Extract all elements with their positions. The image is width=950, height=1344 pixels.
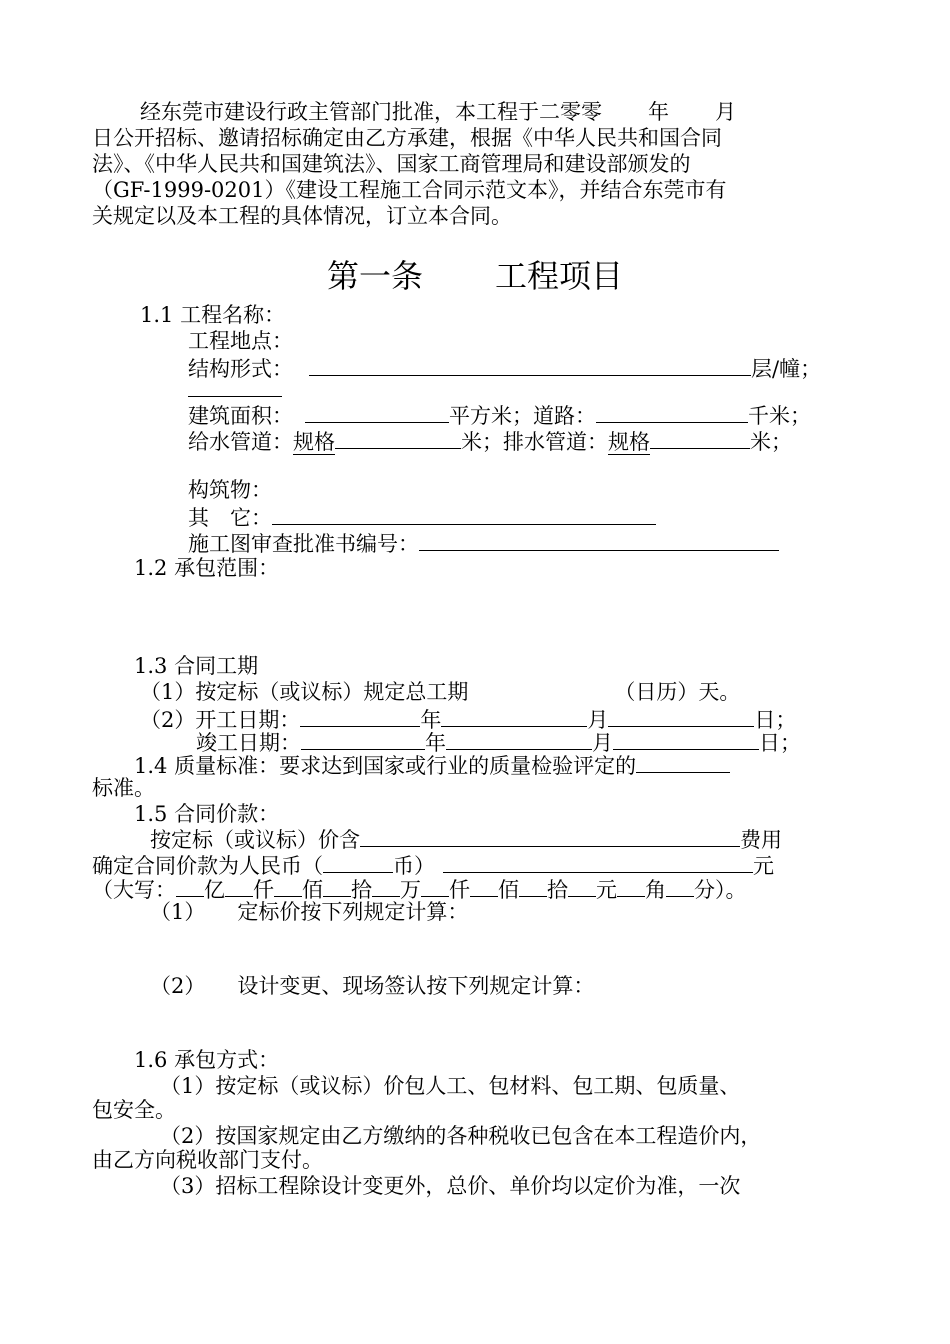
end-day-label: 日；	[759, 731, 801, 755]
capital-blank[interactable]	[568, 876, 596, 897]
end-day-blank[interactable]	[613, 729, 759, 750]
section-1-3-label: 1.3 合同工期	[134, 654, 259, 678]
site-label: 工程地点：	[188, 329, 293, 353]
start-day-blank[interactable]	[608, 706, 754, 727]
end-month-blank[interactable]	[446, 729, 592, 750]
water-unit: 米；排水管道：	[461, 430, 608, 454]
amount-blank[interactable]	[443, 852, 753, 873]
structure-extra-blank[interactable]	[188, 396, 282, 397]
capital-blank[interactable]	[421, 876, 449, 897]
capital-blank[interactable]	[666, 876, 694, 897]
price-row-1	[150, 826, 782, 852]
period-text: （1）按定标（或议标）规定总工期	[140, 680, 469, 704]
section-1-5-label: 1.5 合同价款：	[134, 802, 280, 826]
start-year-label: 年	[420, 708, 442, 732]
quality-row	[134, 752, 730, 778]
structure-row	[188, 355, 821, 381]
capital-close: ）。	[715, 878, 747, 902]
intro-line-4: （GF-1999-0201）《建设工程施工合同示范文本》，并结合东莞市有	[92, 178, 727, 202]
capital-blank[interactable]	[519, 876, 547, 897]
capital-blank[interactable]	[274, 876, 302, 897]
currency-blank[interactable]	[323, 852, 393, 873]
capital-unit: 拾	[547, 878, 568, 902]
approval-label: 施工图审查批准书编号：	[188, 532, 419, 556]
drain-unit: 米；	[750, 430, 792, 454]
approval-blank[interactable]	[419, 530, 779, 551]
currency-label: 币）	[393, 854, 435, 878]
end-label: 竣工日期：	[196, 731, 301, 755]
article-number: 第一条	[326, 257, 423, 295]
price-item-2	[150, 974, 594, 998]
quality-text: 1.4 质量标准：要求达到国家或行业的质量检验评定的	[134, 754, 637, 778]
capital-unit: 仟	[449, 878, 470, 902]
price-item-2-num: （2）	[150, 974, 206, 998]
intro-text: 经东莞市建设行政主管部门批准，本工程于二零零	[140, 100, 602, 124]
start-month-label: 月	[587, 708, 609, 732]
intro-line-3: 法》、《中华人民共和国建筑法》、国家工商管理局和建设部颁发的	[92, 152, 691, 176]
contract-item-3: （3）招标工程除设计变更外，总价、单价均以定价为准，一次	[160, 1174, 741, 1198]
price-include-tail: 费用	[740, 828, 782, 852]
end-month-label: 月	[592, 731, 613, 755]
structure-unit: 层/幢；	[751, 357, 822, 381]
structure-blank[interactable]	[309, 355, 751, 376]
intro-line-1	[140, 100, 736, 124]
period-tail: （日历）天。	[614, 680, 741, 704]
other-label: 其 它：	[188, 506, 272, 530]
price-item-1	[150, 900, 468, 924]
road-unit: 千米；	[748, 404, 811, 428]
price-row-3	[92, 876, 747, 902]
start-day-label: 日；	[754, 708, 797, 732]
capital-unit: 元	[596, 878, 617, 902]
water-row	[188, 428, 792, 454]
start-label: （2）开工日期：	[140, 708, 301, 732]
capital-unit: 亿	[204, 878, 225, 902]
contract-item-1: （1）按定标（或议标）价包人工、包材料、包工期、包质量、	[160, 1074, 741, 1098]
area-row	[188, 402, 811, 428]
capital-unit: 佰	[302, 878, 323, 902]
area-blank[interactable]	[305, 402, 449, 423]
area-label: 建筑面积：	[188, 404, 293, 428]
capital-unit: 分	[694, 878, 715, 902]
water-blank[interactable]	[335, 428, 461, 449]
intro-line-2: 日公开招标、邀请招标确定由乙方承建，根据《中华人民共和国合同	[92, 126, 722, 150]
capital-unit: 角	[645, 878, 666, 902]
quality-tail: 标准。	[92, 776, 155, 800]
capital-unit: 万	[400, 878, 421, 902]
capital-open: （大写：	[92, 878, 176, 902]
other-blank[interactable]	[272, 504, 656, 525]
other-row	[188, 504, 656, 530]
capital-blank[interactable]	[617, 876, 645, 897]
road-blank[interactable]	[596, 402, 748, 423]
capital-blank[interactable]	[176, 876, 204, 897]
price-include-text: 按定标（或议标）价含	[150, 828, 360, 852]
quality-blank[interactable]	[636, 752, 730, 773]
price-item-1-num: （1）	[150, 900, 206, 924]
capital-unit: 拾	[351, 878, 372, 902]
amount-unit: 元	[753, 854, 774, 878]
contract-item-1-cont: 包安全。	[92, 1098, 176, 1122]
capital-unit: 仟	[253, 878, 274, 902]
price-item-2-text: 设计变更、现场签认按下列规定计算：	[237, 974, 595, 998]
price-item-1-text: 定标价按下列规定计算：	[237, 900, 469, 924]
end-year-blank[interactable]	[301, 729, 425, 750]
start-month-blank[interactable]	[441, 706, 587, 727]
structures-label: 构筑物：	[188, 478, 272, 502]
contract-item-2-cont: 由乙方向税收部门支付。	[92, 1148, 323, 1172]
contract-item-2: （2）按国家规定由乙方缴纳的各种税收已包含在本工程造价内，	[160, 1124, 762, 1148]
structure-label: 结构形式：	[188, 357, 293, 381]
capital-blank[interactable]	[323, 876, 351, 897]
section-1-2-label: 1.2 承包范围：	[134, 556, 280, 580]
drain-spec: 规格	[608, 430, 650, 454]
article-name: 工程项目	[495, 257, 624, 295]
capital-blank[interactable]	[470, 876, 498, 897]
price-row-2	[92, 852, 774, 878]
end-year-label: 年	[425, 731, 446, 755]
price-amount-text: 确定合同价款为人民币（	[92, 854, 323, 878]
capital-unit: 佰	[498, 878, 519, 902]
intro-month: 月	[715, 100, 736, 124]
drain-blank[interactable]	[650, 428, 750, 449]
start-year-blank[interactable]	[300, 706, 420, 727]
article-title	[0, 255, 950, 297]
capital-blank[interactable]	[372, 876, 400, 897]
section-1-1-label: 1.1 工程名称：	[140, 303, 286, 327]
period-row	[140, 680, 740, 704]
water-label: 给水管道：	[188, 430, 293, 454]
intro-line-5: 关规定以及本工程的具体情况，订立本合同。	[92, 204, 512, 228]
price-include-blank[interactable]	[360, 826, 740, 847]
capital-blank[interactable]	[225, 876, 253, 897]
area-unit: 平方米；道路：	[449, 404, 596, 428]
approval-row	[188, 530, 779, 556]
intro-year: 年	[648, 100, 669, 124]
section-1-6-label: 1.6 承包方式：	[134, 1048, 280, 1072]
water-spec: 规格	[293, 430, 335, 454]
